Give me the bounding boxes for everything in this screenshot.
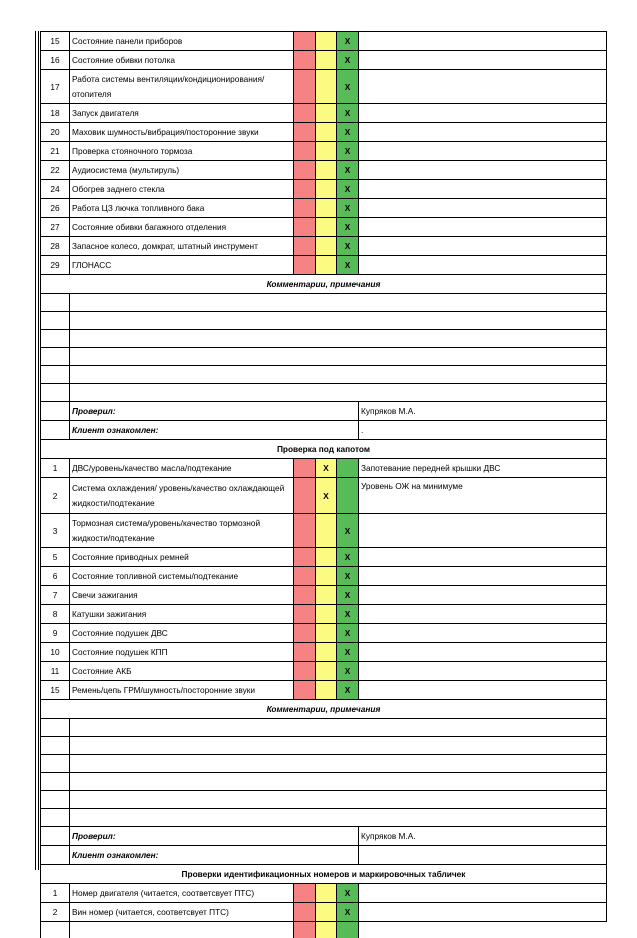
checked-by-name: Купряков М.А. (359, 402, 607, 421)
checked-by-row (41, 402, 607, 421)
section-header-row (41, 865, 607, 884)
status-green-cell: X (337, 51, 359, 70)
status-yellow-cell (316, 51, 337, 70)
status-green-cell: X (337, 605, 359, 624)
comment-field[interactable] (70, 791, 607, 809)
row-label: Ремень/цепь ГРМ/шумность/посторонние звуки (70, 681, 294, 700)
row-number: 24 (41, 180, 70, 199)
status-yellow-cell (316, 70, 337, 104)
table-row (41, 104, 607, 123)
status-yellow-cell (316, 662, 337, 681)
comment-line[interactable] (41, 755, 607, 773)
status-green-cell (337, 922, 359, 938)
status-red-cell (294, 161, 316, 180)
comment-field[interactable] (70, 809, 607, 827)
row-number: 2 (41, 903, 70, 922)
row-number: 1 (41, 459, 70, 478)
row-note (359, 662, 607, 681)
comment-line[interactable] (41, 366, 607, 384)
status-red-cell (294, 459, 316, 478)
row-note (359, 51, 607, 70)
status-green-cell: X (337, 218, 359, 237)
comment-line[interactable] (41, 773, 607, 791)
status-green-cell: X (337, 567, 359, 586)
row-note (359, 567, 607, 586)
table-row (41, 624, 607, 643)
row-number: 28 (41, 237, 70, 256)
table-row (41, 903, 607, 922)
row-label: Система охлаждения/ уровень/качество охлаждающей жидкости/подтекание (70, 478, 294, 514)
row-number: 11 (41, 662, 70, 681)
status-green-cell: X (337, 681, 359, 700)
comment-line[interactable] (41, 348, 607, 366)
table-row (41, 199, 607, 218)
status-red-cell (294, 478, 316, 514)
status-green-cell: X (337, 662, 359, 681)
comment-field[interactable] (70, 737, 607, 755)
row-label: Катушки зажигания (70, 605, 294, 624)
comment-line[interactable] (41, 312, 607, 330)
row-number: 16 (41, 51, 70, 70)
row-note (359, 514, 607, 548)
row-number: 17 (41, 70, 70, 104)
status-yellow-cell (316, 624, 337, 643)
client-signature: . (359, 421, 607, 440)
row-label: Состояние обивки потолка (70, 51, 294, 70)
row-note (359, 237, 607, 256)
status-yellow-cell (316, 256, 337, 275)
row-note (359, 548, 607, 567)
row-note (359, 681, 607, 700)
comment-field[interactable] (70, 755, 607, 773)
row-label: Номер двигателя (читается, соответсвует ПТС) (70, 884, 294, 903)
status-yellow-cell (316, 161, 337, 180)
comments-header: Комментарии, примечания (41, 700, 607, 719)
status-yellow-cell (316, 586, 337, 605)
status-green-cell: X (337, 903, 359, 922)
status-yellow-cell (316, 567, 337, 586)
checked-by-name: Купряков М.А. (359, 827, 607, 846)
inspection-table (40, 31, 607, 938)
row-label: Вин номер (читается, соответсвует ПТС) (70, 903, 294, 922)
table-row (41, 567, 607, 586)
status-red-cell (294, 662, 316, 681)
comments-header: Комментарии, примечания (41, 275, 607, 294)
status-yellow-cell (316, 199, 337, 218)
table-row (41, 605, 607, 624)
comment-line[interactable] (41, 330, 607, 348)
row-label: Маховик шумность/вибрация/посторонние звуки (70, 123, 294, 142)
status-yellow-cell (316, 123, 337, 142)
status-green-cell: X (337, 884, 359, 903)
status-green-cell: X (337, 142, 359, 161)
row-label: Состояние обивки багажного отделения (70, 218, 294, 237)
row-number: 26 (41, 199, 70, 218)
row-label: ДВС/уровень/качество масла/подтекание (70, 459, 294, 478)
row-note (359, 256, 607, 275)
status-yellow-cell (316, 643, 337, 662)
comment-field[interactable] (70, 773, 607, 791)
row-note (359, 123, 607, 142)
status-green-cell: X (337, 161, 359, 180)
status-red-cell (294, 548, 316, 567)
status-red-cell (294, 586, 316, 605)
row-note (359, 142, 607, 161)
status-green-cell (337, 478, 359, 514)
status-green-cell: X (337, 643, 359, 662)
status-red-cell (294, 624, 316, 643)
row-number: 7 (41, 586, 70, 605)
status-red-cell (294, 142, 316, 161)
table-row (41, 51, 607, 70)
row-note (359, 70, 607, 104)
status-green-cell: X (337, 256, 359, 275)
comment-field[interactable] (70, 348, 607, 366)
status-yellow-cell (316, 32, 337, 51)
comment-field[interactable] (70, 719, 607, 737)
status-green-cell: X (337, 237, 359, 256)
row-note (359, 180, 607, 199)
table-row (41, 548, 607, 567)
table-row (41, 586, 607, 605)
row-number: 29 (41, 256, 70, 275)
row-number: 3 (41, 514, 70, 548)
row-note (359, 605, 607, 624)
row-label: Проверка стояночного тормоза (70, 142, 294, 161)
status-green-cell: X (337, 70, 359, 104)
table-row (41, 70, 607, 104)
status-yellow-cell (316, 514, 337, 548)
row-label: Работа системы вентиляции/кондиционирования/ отопителя (70, 70, 294, 104)
status-red-cell (294, 218, 316, 237)
comment-field[interactable] (70, 330, 607, 348)
row-label: Работа ЦЗ лючка топливного бака (70, 199, 294, 218)
status-green-cell: X (337, 180, 359, 199)
status-green-cell: X (337, 199, 359, 218)
status-yellow-cell (316, 180, 337, 199)
row-number: 8 (41, 605, 70, 624)
table-row (41, 218, 607, 237)
row-number: 2 (41, 478, 70, 514)
row-label: Состояние подушек ДВС (70, 624, 294, 643)
checked-by-row (41, 827, 607, 846)
row-note (359, 161, 607, 180)
row-note (359, 218, 607, 237)
status-red-cell (294, 605, 316, 624)
comment-field[interactable] (70, 312, 607, 330)
status-yellow-cell (316, 922, 337, 938)
status-green-cell: X (337, 123, 359, 142)
section-title-id-numbers: Проверки идентификационных номеров и маркировочных табличек (41, 865, 607, 884)
status-green-cell: X (337, 514, 359, 548)
status-red-cell (294, 681, 316, 700)
table-row (41, 161, 607, 180)
comment-line[interactable] (41, 294, 607, 312)
row-number: 15 (41, 32, 70, 51)
status-yellow-cell (316, 605, 337, 624)
table-row (41, 142, 607, 161)
row-note (359, 903, 607, 922)
row-number: 1 (41, 884, 70, 903)
inspection-sheet (40, 31, 606, 938)
table-row (41, 662, 607, 681)
comment-field[interactable] (70, 366, 607, 384)
row-number: 27 (41, 218, 70, 237)
status-yellow-cell (316, 681, 337, 700)
status-red-cell (294, 643, 316, 662)
status-red-cell (294, 32, 316, 51)
status-green-cell: X (337, 586, 359, 605)
client-signature (359, 846, 607, 865)
status-yellow-cell (316, 548, 337, 567)
row-label: Запасное колесо, домкрат, штатный инструмент (70, 237, 294, 256)
row-number: 15 (41, 681, 70, 700)
status-green-cell: X (337, 548, 359, 567)
table-row (41, 32, 607, 51)
row-number: 10 (41, 643, 70, 662)
status-green-cell: X (337, 624, 359, 643)
status-yellow-cell: X (316, 478, 337, 514)
comments-header-row (41, 275, 607, 294)
comments-header-row (41, 700, 607, 719)
status-red-cell (294, 256, 316, 275)
row-label: Состояние топливной системы/подтекание (70, 567, 294, 586)
row-label: Обогрев заднего стекла (70, 180, 294, 199)
comment-line[interactable] (41, 809, 607, 827)
section-title-hood: Проверка под капотом (41, 440, 607, 459)
row-note (359, 586, 607, 605)
status-yellow-cell: X (316, 459, 337, 478)
table-row (41, 180, 607, 199)
status-red-cell (294, 104, 316, 123)
status-green-cell (337, 459, 359, 478)
checked-by-label: Проверил: (70, 402, 359, 421)
row-label: Запуск двигателя (70, 104, 294, 123)
row-note (359, 199, 607, 218)
row-label: Состояние приводных ремней (70, 548, 294, 567)
comment-field[interactable] (70, 384, 607, 402)
comment-field[interactable] (70, 294, 607, 312)
row-label: Свечи зажигания (70, 586, 294, 605)
status-red-cell (294, 922, 316, 938)
comment-line[interactable] (41, 719, 607, 737)
row-number: 20 (41, 123, 70, 142)
status-yellow-cell (316, 218, 337, 237)
table-row (41, 459, 607, 478)
status-yellow-cell (316, 104, 337, 123)
status-red-cell (294, 70, 316, 104)
row-number: 22 (41, 161, 70, 180)
status-red-cell (294, 903, 316, 922)
status-yellow-cell (316, 903, 337, 922)
table-row (41, 643, 607, 662)
client-acknowledged-label: Клиент ознакомлен: (70, 846, 359, 865)
row-note: Запотевание передней крышки ДВС (359, 459, 607, 478)
row-label: Состояние панели приборов (70, 32, 294, 51)
table-row (41, 256, 607, 275)
status-green-cell: X (337, 104, 359, 123)
status-red-cell (294, 180, 316, 199)
section-header-row (41, 440, 607, 459)
row-number: 6 (41, 567, 70, 586)
client-row (41, 421, 607, 440)
client-row (41, 846, 607, 865)
row-note (359, 104, 607, 123)
checked-by-label: Проверил: (70, 827, 359, 846)
row-label: Аудиосистема (мультируль) (70, 161, 294, 180)
status-red-cell (294, 51, 316, 70)
row-note (359, 643, 607, 662)
table-row (41, 237, 607, 256)
status-green-cell: X (337, 32, 359, 51)
status-red-cell (294, 514, 316, 548)
row-number: 21 (41, 142, 70, 161)
table-row (41, 123, 607, 142)
row-label: Состояние АКБ (70, 662, 294, 681)
status-red-cell (294, 567, 316, 586)
row-number: 5 (41, 548, 70, 567)
status-yellow-cell (316, 237, 337, 256)
row-label: Состояние подушек КПП (70, 643, 294, 662)
table-row (41, 514, 607, 548)
left-border-line (35, 31, 36, 870)
table-row (41, 681, 607, 700)
comment-line[interactable] (41, 737, 607, 755)
row-label: Тормозная система/уровень/качество тормозной жидкости/подтекание (70, 514, 294, 548)
status-yellow-cell (316, 142, 337, 161)
comment-line[interactable] (41, 384, 607, 402)
status-red-cell (294, 123, 316, 142)
row-label: ГЛОНАСС (70, 256, 294, 275)
status-red-cell (294, 199, 316, 218)
table-row (41, 922, 607, 938)
table-row (41, 478, 607, 514)
left-border-line (38, 31, 39, 870)
row-note: Уровень ОЖ на минимуме (359, 478, 607, 514)
row-number: 18 (41, 104, 70, 123)
client-acknowledged-label: Клиент ознакомлен: (70, 421, 359, 440)
row-note (359, 624, 607, 643)
status-red-cell (294, 237, 316, 256)
row-note (359, 32, 607, 51)
comment-line[interactable] (41, 791, 607, 809)
row-number: 9 (41, 624, 70, 643)
